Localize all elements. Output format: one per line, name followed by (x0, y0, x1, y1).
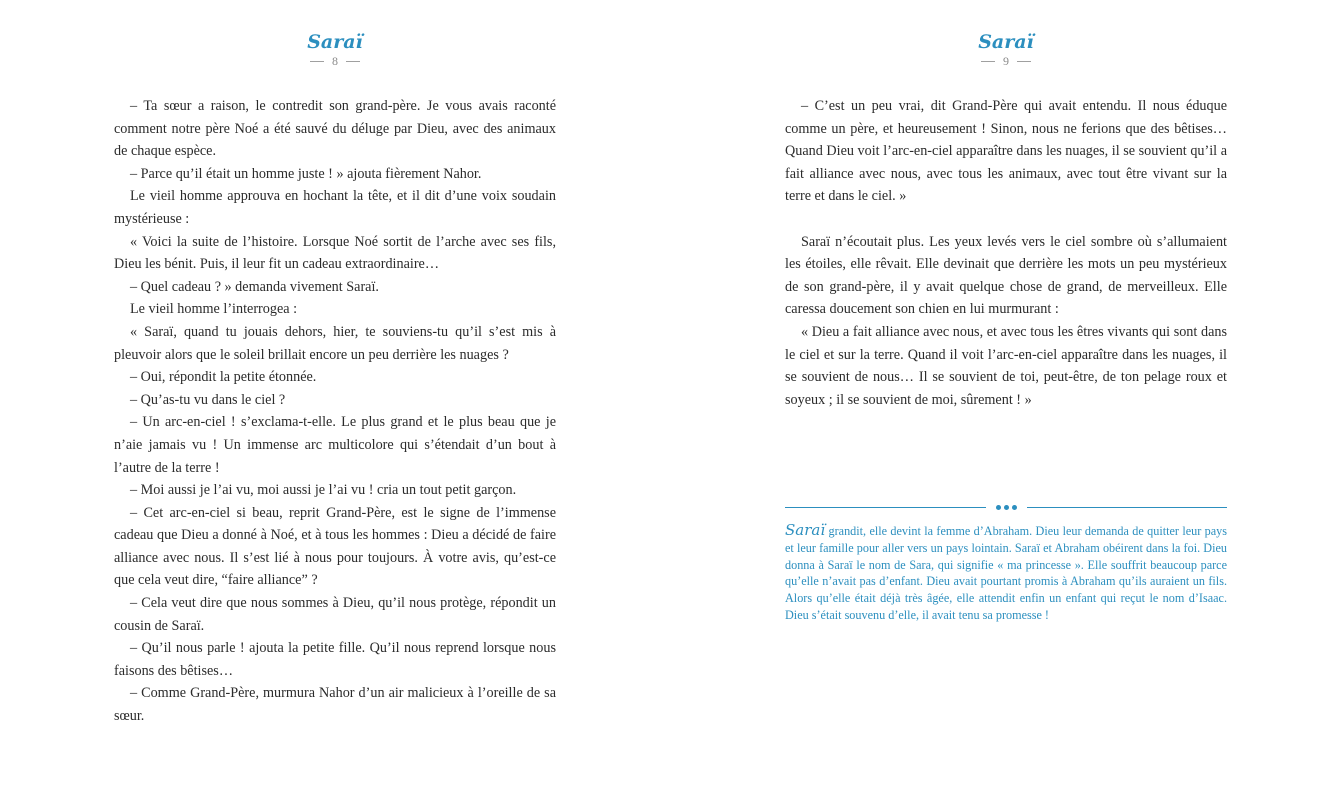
body-text-left (114, 95, 556, 728)
paragraph: Le vieil homme approuva en hochant la tête, et il dit d’une voix soudain mystérieuse : (114, 188, 556, 227)
section-ornament (785, 500, 1227, 514)
paragraph: – Cet arc-en-ciel si beau, reprit Grand-Père, est le signe de l’immense cadeau que Dieu a donné à Noé, et à tous les hommes : Dieu a décidé de faire alliance avec nous. Il s’est lié à nous pour toujours. À votre avis, qu’est-ce que cela veut dire, “faire alliance” ? (114, 504, 556, 589)
folio-dash (310, 61, 324, 62)
paragraph: – Qu’as-tu vu dans le ciel ? (130, 391, 286, 408)
paragraph: – Quel cadeau ? » demanda vivement Saraï. (130, 278, 379, 295)
folio-dash (1017, 61, 1031, 62)
paragraph: – Moi aussi je l’ai vu, moi aussi je l’ai vu ! cria un tout petit garçon. (130, 482, 517, 499)
paragraph: – Comme Grand-Père, murmura Nahor d’un air malicieux à l’oreille de sa sœur. (114, 685, 556, 725)
sidebar-note (785, 522, 1227, 624)
page-number: 9 (1003, 54, 1009, 68)
ornament-line (785, 507, 986, 508)
dot-icon (1012, 505, 1017, 510)
paragraph: « Saraï, quand tu jouais dehors, hier, te souviens-tu qu’il s’est mis à pleuvoir alors que le soleil brillait encore un peu derrière les nuages ? (114, 323, 556, 363)
right-page (671, 0, 1342, 796)
page-number: 8 (332, 54, 338, 68)
paragraph: – Parce qu’il était un homme juste ! » ajouta fièrement Nahor. (130, 165, 482, 182)
folio-dash (981, 61, 995, 62)
paragraph: – Oui, répondit la petite étonnée. (130, 369, 317, 386)
paragraph: – C’est un peu vrai, dit Grand-Père qui avait entendu. Il nous éduque comme un père, et heureusement ! Sinon, nous ne ferions que des bêtises… Quand Dieu voit l’arc-en-ciel apparaître dans les nuages, il se souvient qu’il a fait alliance avec nous, avec tous les animaux, avec tout être vivant sur la terre et dans le ciel. » (785, 98, 1227, 205)
sidebar-body: grandit, elle devint la femme d’Abraham. Dieu leur demanda de quitter leur pays et leur famille pour aller vers un pays lointain. Saraï et Abraham obéirent dans la foi. Dieu donna à Saraï le nom de Sara, qui signifie « ma princesse ». Elle souffrit beaucoup parce qu’elle n’avait pas d’enfant. Dieu avait pourtant promis à Abraham qu’ils auraient un fils. Alors qu’elle était déjà très âgée, elle attendit enfin un enfant qui reçut le nom d’Isaac. Dieu s’était souvenu d’elle, il avait tenu sa promesse ! (785, 524, 1227, 622)
paragraph: « Dieu a fait alliance avec nous, et avec tous les êtres vivants qui sont dans le ciel et sur la terre. Quand il voit l’arc-en-ciel apparaître dans les nuages, il se souvient de nous… Il se souvient de toi, peut-être, de ton pelage roux et soyeux ; il se souvient de moi, sûrement ! » (785, 323, 1227, 408)
running-head-title: Saraï (978, 31, 1034, 53)
folio-row (285, 54, 385, 68)
paragraph: – Qu’il nous parle ! ajouta la petite fille. Qu’il nous reprend lorsque nous faisons des bêtises… (114, 640, 556, 679)
folio-row (956, 54, 1056, 68)
running-head-left (285, 30, 385, 68)
folio-dash (346, 61, 360, 62)
paragraph: « Voici la suite de l’histoire. Lorsque Noé sortit de l’arche avec ses fils, Dieu les bénit. Puis, il leur fit un cadeau extraordinaire… (114, 233, 556, 273)
paragraph: Le vieil homme l’interrogea : (130, 301, 298, 318)
ornament-line (1027, 507, 1228, 508)
dot-icon (996, 505, 1001, 510)
paragraph: – Un arc-en-ciel ! s’exclama-t-elle. Le plus grand et le plus beau que je n’aie jamais vu ! Un immense arc multicolore qui s’étendait d’un bout à l’autre de la terre ! (114, 414, 556, 476)
dot-icon (1004, 505, 1009, 510)
sidebar-name: Saraï (785, 521, 826, 539)
paragraph: – Ta sœur a raison, le contredit son grand-père. Je vous avais raconté comment notre père Noé a été sauvé du déluge par Dieu, avec des animaux de chaque espèce. (114, 98, 556, 160)
paragraph: Saraï n’écoutait plus. Les yeux levés vers le ciel sombre où s’allumaient les étoiles, elle rêvait. Elle devinait que derrière les mots un peu mystérieux de son grand-père, il y avait quelque chose de grand, de merveilleux. Elle caressa doucement son chien en lui murmurant : (785, 233, 1227, 318)
running-head-right (956, 30, 1056, 68)
running-head-title: Saraï (307, 31, 363, 53)
body-text-right (785, 95, 1227, 411)
paragraph: – Cela veut dire que nous sommes à Dieu, qu’il nous protège, répondit un cousin de Saraï. (114, 595, 556, 634)
ornament-dots-icon (986, 505, 1027, 510)
